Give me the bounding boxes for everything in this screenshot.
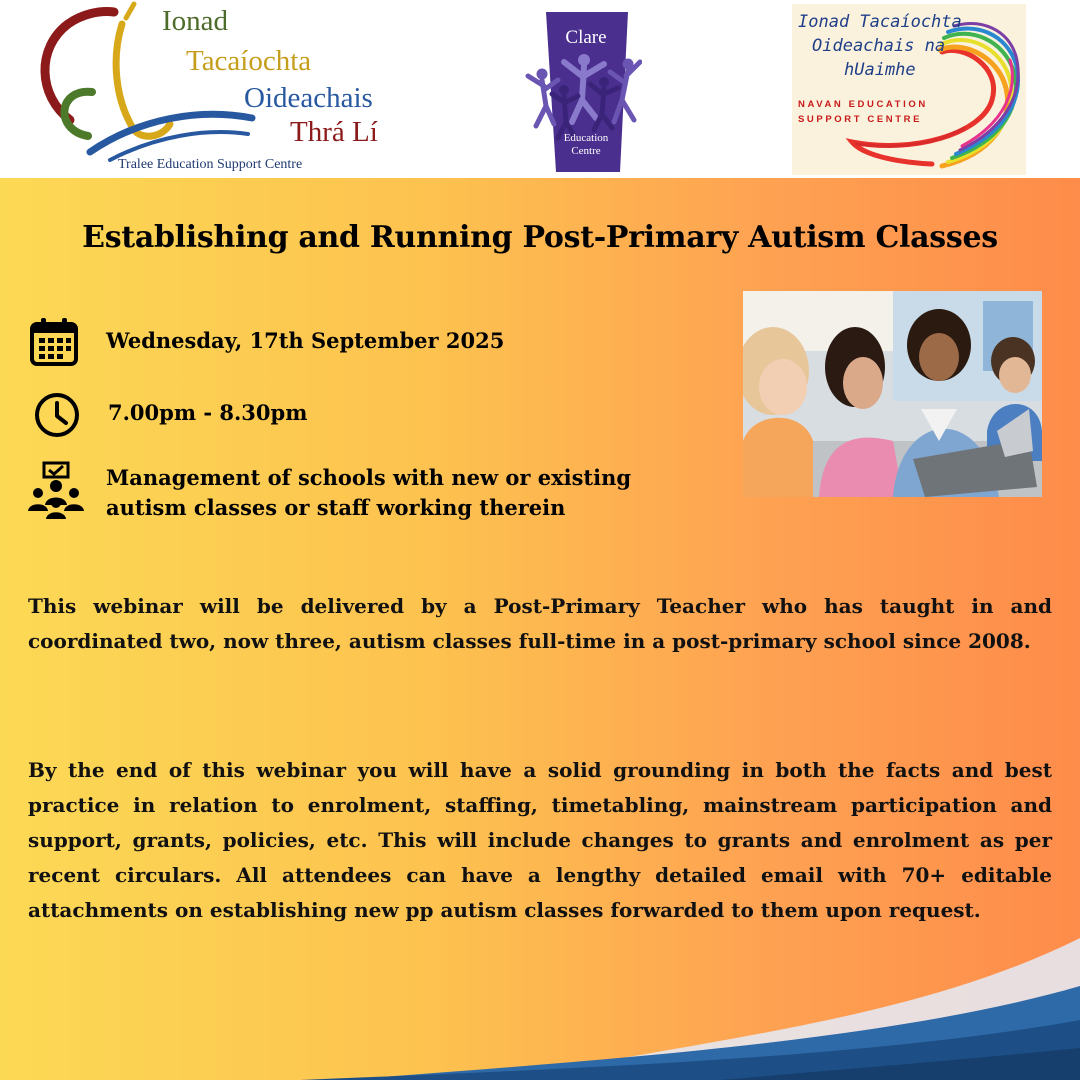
students-with-teacher-image [743, 291, 1042, 497]
event-time: 7.00pm - 8.30pm [108, 400, 308, 425]
event-poster-body [0, 178, 1080, 1080]
classroom-photo [743, 291, 1042, 497]
clare-logo-subtitle [549, 132, 623, 158]
description-paragraph-1: This webinar will be delivered by a Post-Primary Teacher who has taught in and coordinated two, now three, autism classes full-time in a post-primary school since 2008. [28, 594, 1052, 653]
tralee-logo-line-1: Ionad [162, 5, 229, 37]
group-icon [26, 461, 86, 519]
clare-education-centre-logo [524, 10, 642, 175]
tralee-logo-line-3: Oideachais [244, 82, 373, 114]
navan-logo-line-5: SUPPORT CENTRE [798, 114, 923, 125]
tralee-education-centre-logo [30, 0, 430, 178]
clare-logo-line-2: Centre [571, 145, 601, 157]
logo-header [0, 0, 1080, 178]
clare-logo-title: Clare [565, 27, 607, 48]
tralee-logo-line-2: Tacaíochta [186, 45, 312, 77]
clare-logo-line-1: Education [563, 132, 609, 144]
navan-education-centre-logo [792, 4, 1026, 175]
event-audience [106, 463, 631, 523]
decorative-waves [0, 908, 1080, 1080]
tralee-logo-subtitle: Tralee Education Support Centre [118, 157, 303, 172]
navan-logo-line-1: Ionad Tacaíochta [798, 12, 962, 32]
event-audience-line-1: Management of schools with new or existing [106, 465, 632, 490]
event-title: Establishing and Running Post-Primary Autism Classes [82, 220, 998, 255]
clock-icon [33, 391, 81, 439]
navan-logo-line-3: hUaimhe [844, 60, 916, 80]
calendar-icon [28, 316, 80, 368]
navan-logo-line-4: NAVAN EDUCATION [798, 99, 928, 110]
tralee-logo-line-4: Thrá Lí [290, 116, 378, 148]
navan-logo-line-2: Oideachais na [812, 36, 946, 56]
event-date: Wednesday, 17th September 2025 [106, 328, 505, 353]
event-audience-line-2: autism classes or staff working therein [106, 495, 566, 520]
description-paragraph-2: By the end of this webinar you will have a solid grounding in both the facts and best practice in relation to enrolment, staffing, timetabling, mainstream participation and support, grants, policies, etc. This will include changes to grants and enrolment as per recent circulars. All attendees can have a lengthy detailed email with 70+ editable attachments on establishing new pp autism classes forwarded to them upon request. [28, 758, 1052, 922]
